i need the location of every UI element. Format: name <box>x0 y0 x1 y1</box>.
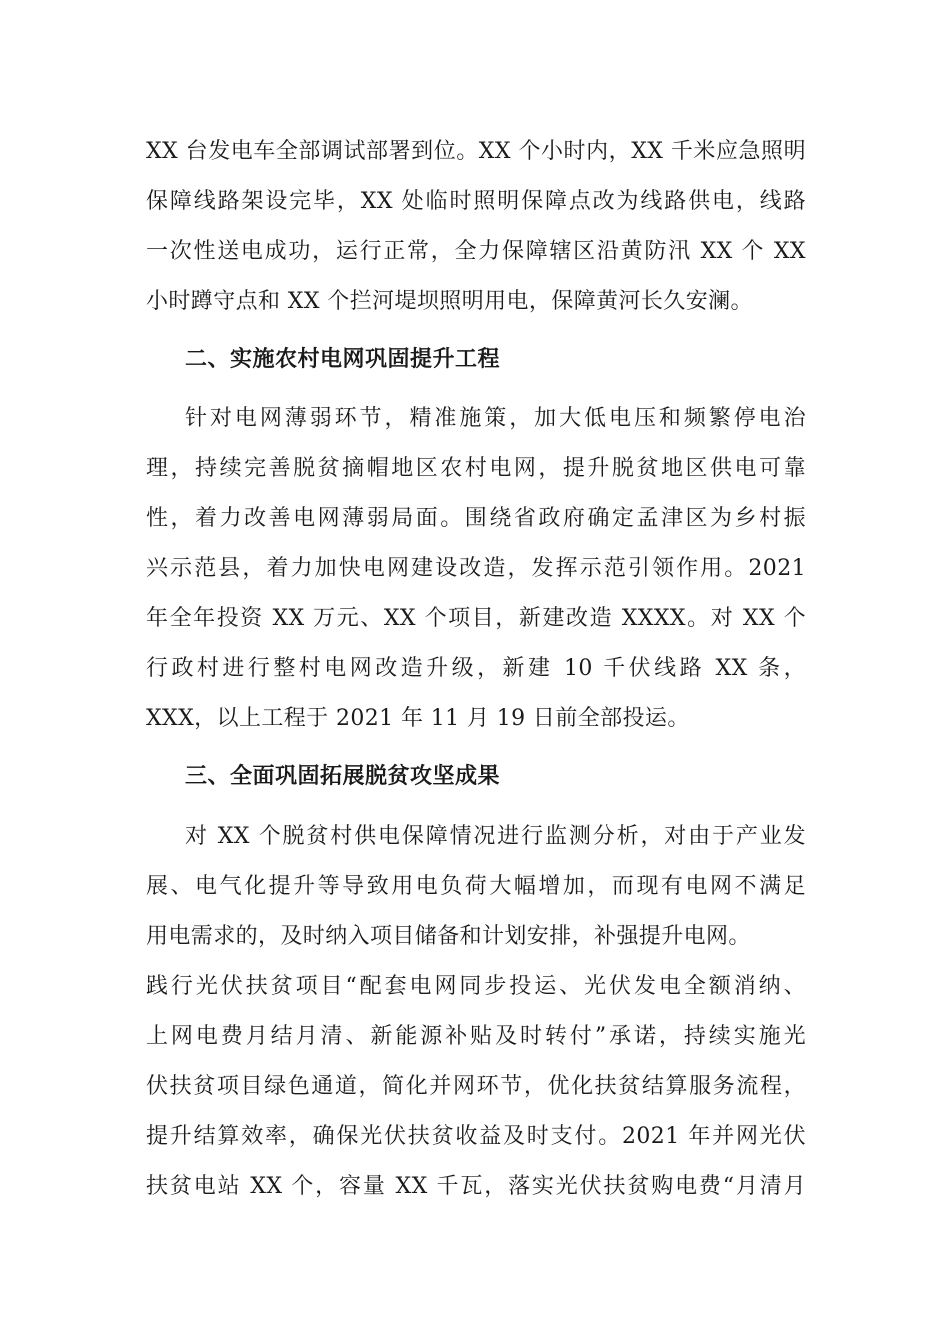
paragraph-2-line-6: 行政村进行整村电网改造升级，新建 10 千伏线路 XX 条， <box>146 656 806 681</box>
paragraph-2-line-3: 性，着力改善电网薄弱局面。围绕省政府确定孟津区为乡村振 <box>146 506 806 531</box>
paragraph-2-line-1: 针对电网薄弱环节，精准施策，加大低电压和频繁停电治 <box>185 406 806 431</box>
paragraph-3-line-1: 对 XX 个脱贫村供电保障情况进行监测分析，对由于产业发 <box>185 824 806 849</box>
paragraph-2-line-7: XXX，以上工程于 2021 年 11 月 19 日前全部投运。 <box>146 706 690 731</box>
paragraph-3-line-2: 展、电气化提升等导致用电负荷大幅增加，而现有电网不满足 <box>146 874 806 899</box>
paragraph-3-line-3: 用电需求的，及时纳入项目储备和计划安排，补强提升电网。 <box>146 924 751 949</box>
paragraph-1-line-1: XX 台发电车全部调试部署到位。XX 个小时内，XX 千米应急照明 <box>146 139 806 164</box>
paragraph-2-line-5: 年全年投资 XX 万元、XX 个项目，新建改造 XXXX。对 XX 个 <box>146 606 806 631</box>
paragraph-3-line-7: 提升结算效率，确保光伏扶贫收益及时支付。2021 年并网光伏 <box>146 1124 806 1149</box>
paragraph-3-line-5: 上网电费月结月清、新能源补贴及时转付”承诺，持续实施光 <box>146 1024 806 1049</box>
paragraph-2-line-4: 兴示范县，着力加快电网建设改造，发挥示范引领作用。2021 <box>146 556 806 581</box>
section-heading-2: 二、实施农村电网巩固提升工程 <box>185 347 501 372</box>
paragraph-2-line-2: 理，持续完善脱贫摘帽地区农村电网，提升脱贫地区供电可靠 <box>146 456 806 481</box>
paragraph-3-line-8: 扶贫电站 XX 个，容量 XX 千瓦，落实光伏扶贫购电费“月清月 <box>146 1174 806 1199</box>
paragraph-3-line-6: 伏扶贫项目绿色通道，简化并网环节，优化扶贫结算服务流程， <box>146 1074 806 1099</box>
section-heading-3: 三、全面巩固拓展脱贫攻坚成果 <box>185 764 501 789</box>
paragraph-1-line-4: 小时蹲守点和 XX 个拦河堤坝照明用电，保障黄河长久安澜。 <box>146 289 753 314</box>
paragraph-1-line-3: 一次性送电成功，运行正常，全力保障辖区沿黄防汛 XX 个 XX <box>146 239 806 264</box>
paragraph-1-line-2: 保障线路架设完毕，XX 处临时照明保障点改为线路供电，线路 <box>146 189 806 214</box>
paragraph-3-line-4: 践行光伏扶贫项目“配套电网同步投运、光伏发电全额消纳、 <box>146 974 806 999</box>
